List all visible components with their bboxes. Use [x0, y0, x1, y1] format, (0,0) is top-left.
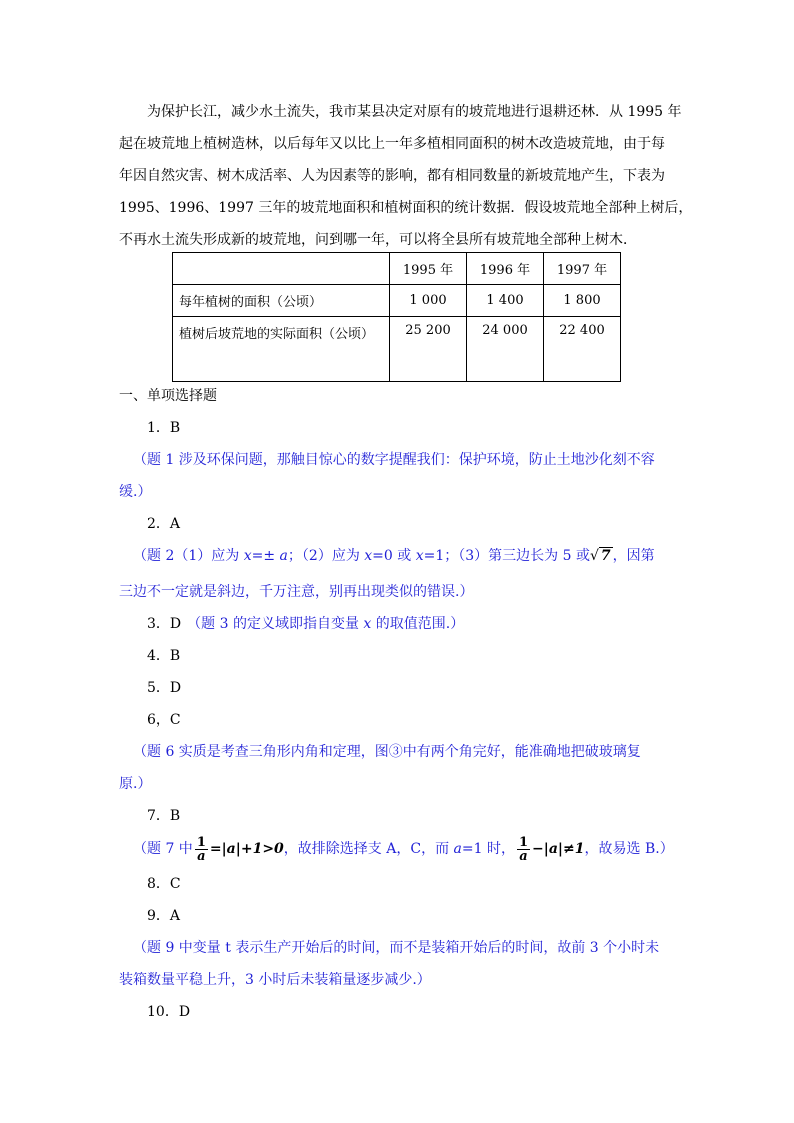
answer-6: 6，C [147, 712, 181, 728]
sqrt-seven [590, 546, 613, 566]
note-text: （题 7 中 [133, 841, 193, 857]
problem-line-1: 为保护长江，减少水土流失，我市某县决定对原有的坡荒地进行退耕还林．从 1995 年 [147, 104, 682, 120]
fraction-numerator: 1 [196, 834, 206, 850]
math-variable-x: x [415, 548, 424, 564]
fraction-one-over-a [517, 836, 530, 863]
fraction-denominator: a [519, 848, 528, 864]
table-cell: 1 800 [544, 285, 621, 317]
table-cell: 每年植树的面积（公顷） [173, 285, 390, 317]
note-text: =1 时， [461, 841, 515, 857]
sqrt-radicand: 7 [600, 548, 611, 564]
math-variable-a: a [279, 548, 288, 564]
note-text: ，故排除选择支 A，C，而 [283, 841, 454, 857]
note-text: =0 或 [372, 548, 416, 564]
problem-line-4: 1995、1996、1997 三年的坡荒地面积和植树面积的统计数据．假设坡荒地全部种上树后， [119, 200, 693, 216]
fraction-denominator: a [197, 848, 206, 864]
table-row [173, 285, 621, 317]
table-cell: 25 200 [390, 317, 467, 382]
note-3-text: 的取值范围.） [371, 616, 465, 632]
note-2-line-1 [133, 546, 655, 566]
section-title: 一、单项选择题 [119, 388, 217, 404]
note-text: =1；（3）第三边长为 5 或 [423, 548, 590, 564]
note-9-line-2: 装箱数量平稳上升，3 小时后未装箱量逐步减少.） [119, 972, 431, 988]
note-1-line-2: 缓.） [119, 484, 152, 500]
math-variable-x: x [243, 548, 252, 564]
note-1-line-1: （题 1 涉及环保问题，那触目惊心的数字提醒我们：保护环境，防止土地沙化刻不容 [133, 452, 655, 468]
note-7-line [133, 834, 674, 864]
note-text: ；（2）应为 [287, 548, 365, 564]
answer-10: 10．D [147, 1004, 191, 1020]
note-9-line-1: （题 9 中变量 t 表示生产开始后的时间，而不是装箱开始后的时间，故前 3 个小时未 [133, 940, 660, 956]
answer-8: 8．C [147, 876, 181, 892]
answer-1: 1．B [147, 420, 181, 436]
note-2-line-2: 三边不一定就是斜边，千万注意，别再出现类似的错误.） [119, 584, 474, 600]
answer-3: 3．D [147, 616, 182, 632]
math-variable-x: x [363, 616, 372, 632]
table-header-cell: 1995 年 [390, 253, 467, 285]
answer-3-line [147, 614, 464, 634]
problem-line-3: 年因自然灾害、树木成活率、人为因素等的影响，都有相同数量的新坡荒地产生，下表为 [119, 168, 665, 184]
table-row [173, 317, 621, 382]
math-expression: −|a|≠1 [532, 841, 585, 857]
math-variable-a: a [453, 841, 462, 857]
answer-2: 2．A [147, 516, 181, 532]
answer-9: 9．A [147, 908, 181, 924]
table-header-cell [173, 253, 390, 285]
table-cell: 24 000 [467, 317, 544, 382]
problem-line-2: 起在坡荒地上植树造林，以后每年又以比上一年多植相同面积的树木改造坡荒地，由于每 [119, 136, 665, 152]
problem-line-5: 不再水土流失形成新的坡荒地，问到哪一年，可以将全县所有坡荒地全部种上树木． [119, 232, 637, 248]
table-header-cell: 1997 年 [544, 253, 621, 285]
note-6-line-2: 原.） [119, 776, 152, 792]
note-6-line-1: （题 6 实质是考查三角形内角和定理，图③中有两个角完好，能准确地把破玻璃复 [133, 744, 641, 760]
math-expression: =|a|+1>0 [209, 841, 284, 857]
sqrt-sign-icon: √ [589, 548, 599, 564]
table-header-row [173, 253, 621, 285]
answer-4: 4．B [147, 648, 181, 664]
note-text: =± [251, 548, 280, 564]
note-text: （题 2（1）应为 [133, 548, 244, 564]
note-text: ，故易选 B.） [584, 841, 674, 857]
table-cell: 1 000 [390, 285, 467, 317]
answer-7: 7．B [147, 808, 181, 824]
answer-5: 5．D [147, 680, 182, 696]
table-header-cell: 1996 年 [467, 253, 544, 285]
table-cell: 22 400 [544, 317, 621, 382]
fraction-one-over-a [195, 836, 208, 863]
table-cell: 1 400 [467, 285, 544, 317]
note-3-text: （题 3 的定义域即指自变量 [187, 616, 364, 632]
statistics-table [172, 252, 621, 382]
fraction-numerator: 1 [518, 834, 529, 850]
table-cell: 植树后坡荒地的实际面积（公顷） [173, 317, 390, 382]
math-variable-x: x [364, 548, 373, 564]
note-text: ，因第 [612, 548, 655, 564]
